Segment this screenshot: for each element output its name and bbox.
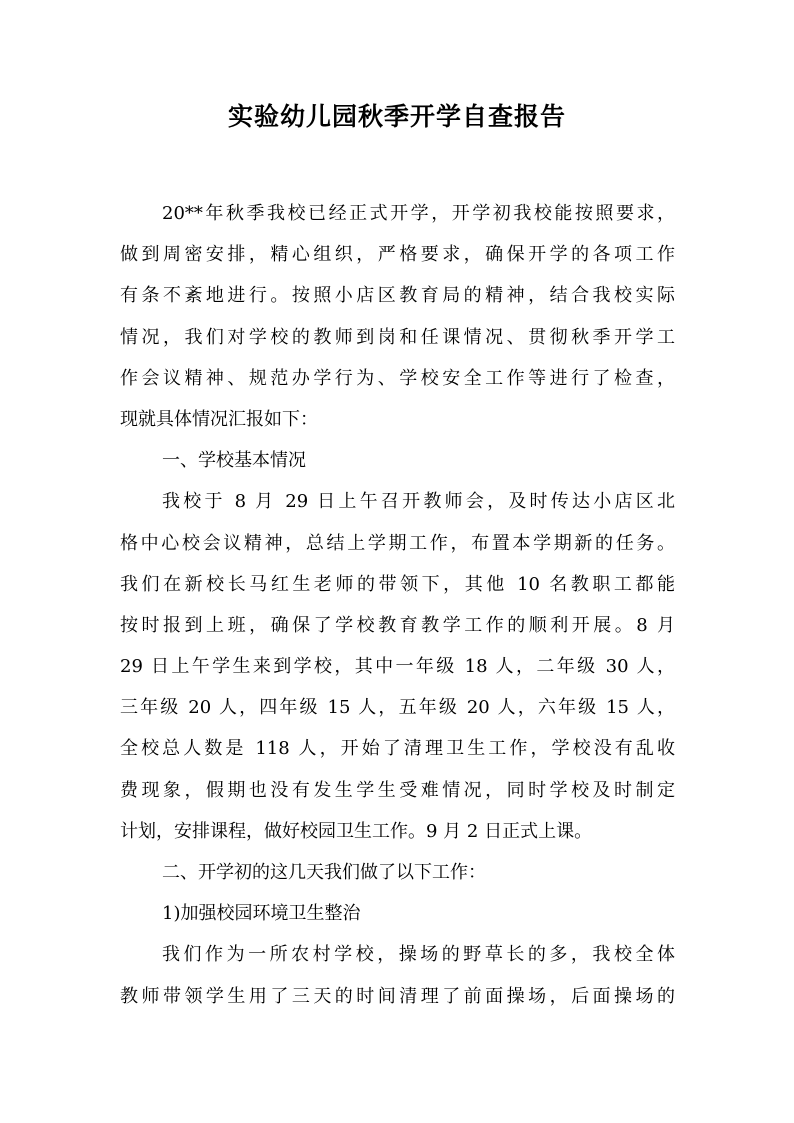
paragraph-line: 三年级 20 人，四年级 15 人，五年级 20 人，六年级 15 人，: [120, 697, 675, 719]
paragraph-line: 情况，我们对学校的教师到岗和任课情况、贯彻秋季开学工: [120, 326, 675, 348]
paragraph-line: 全校总人数是 118 人，开始了清理卫生工作，学校没有乱收: [120, 738, 675, 760]
document-title: 实验幼儿园秋季开学自查报告: [227, 102, 566, 131]
paragraph-line: 教师带领学生用了三天的时间清理了前面操场，后面操场的: [120, 985, 675, 1007]
subsection-heading: 1)加强校园环境卫生整治: [162, 903, 361, 925]
paragraph-line: 我校于 8 月 29 日上午召开教师会，及时传达小店区北: [162, 491, 675, 513]
paragraph-line: 我们在新校长马红生老师的带领下，其他 10 名教职工都能: [120, 573, 675, 595]
paragraph-line: 做到周密安排，精心组织，严格要求，确保开学的各项工作: [120, 244, 675, 266]
paragraph-line: 20**年秋季我校已经正式开学，开学初我校能按照要求，: [162, 203, 675, 224]
document-body: [120, 193, 675, 1017]
paragraph-line: 计划，安排课程，做好校园卫生工作。9 月 2 日正式上课。: [120, 820, 593, 842]
section-heading: 二、开学初的这几天我们做了以下工作：: [162, 862, 486, 883]
paragraph-line: 费现象，假期也没有发生学生受难情况，同时学校及时制定: [120, 779, 675, 801]
section-heading: 一、学校基本情况: [162, 450, 306, 472]
paragraph-line: 我们作为一所农村学校，操场的野草长的多，我校全体: [162, 944, 675, 966]
paragraph-line: 29 日上午学生来到学校，其中一年级 18 人，二年级 30 人，: [120, 656, 675, 678]
paragraph-line: 按时报到上班，确保了学校教育教学工作的顺利开展。8 月: [120, 614, 675, 636]
paragraph-line: 作会议精神、规范办学行为、学校安全工作等进行了检查，: [120, 367, 675, 389]
paragraph-line: 格中心校会议精神，总结上学期工作，布置本学期新的任务。: [120, 532, 675, 554]
paragraph-line: 有条不紊地进行。按照小店区教育局的精神，结合我校实际: [120, 285, 675, 307]
paragraph-line: 现就具体情况汇报如下：: [120, 408, 318, 430]
